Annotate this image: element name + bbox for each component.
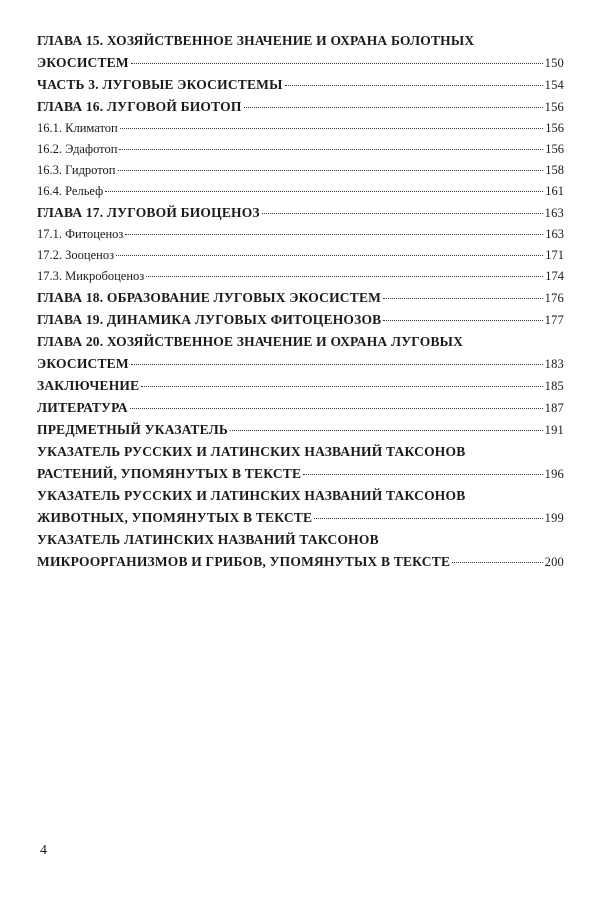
dot-leader bbox=[119, 149, 543, 150]
dot-leader bbox=[130, 408, 543, 409]
dot-leader bbox=[230, 430, 543, 431]
dot-leader bbox=[120, 128, 544, 129]
toc-entry bbox=[37, 529, 564, 573]
dot-leader bbox=[141, 386, 542, 387]
toc-entry-row bbox=[37, 551, 564, 573]
toc-entry-title: ГЛАВА 18. ОБРАЗОВАНИЕ ЛУГОВЫХ ЭКОСИСТЕМ bbox=[37, 290, 382, 305]
toc-entry-page-number: 177 bbox=[544, 313, 564, 327]
toc-entry-page-number: 163 bbox=[545, 227, 564, 241]
dot-leader bbox=[383, 320, 542, 321]
toc-entry-title: ГЛАВА 19. ДИНАМИКА ЛУГОВЫХ ФИТОЦЕНОЗОВ bbox=[37, 312, 382, 327]
toc-entry-row bbox=[37, 245, 564, 266]
toc-entry-title: ЛИТЕРАТУРА bbox=[37, 400, 128, 415]
table-of-contents bbox=[37, 30, 564, 573]
toc-entry-row bbox=[37, 309, 564, 331]
toc-entry-page-number: 156 bbox=[545, 121, 564, 135]
toc-entry bbox=[37, 160, 564, 181]
toc-entry-row bbox=[37, 507, 564, 529]
toc-entry-page-number: 191 bbox=[544, 423, 564, 437]
toc-entry-page-number: 171 bbox=[545, 248, 564, 262]
toc-entry-title: ЭКОСИСТЕМ bbox=[37, 356, 129, 371]
toc-entry bbox=[37, 118, 564, 139]
toc-entry-page-number: 199 bbox=[544, 511, 564, 525]
dot-leader bbox=[125, 234, 543, 235]
toc-entry-row bbox=[37, 118, 564, 139]
toc-entry-title-line: УКАЗАТЕЛЬ ЛАТИНСКИХ НАЗВАНИЙ ТАКСОНОВ bbox=[37, 532, 379, 547]
toc-entry-row bbox=[37, 397, 564, 419]
toc-entry-page-number: 154 bbox=[544, 78, 564, 92]
toc-entry-row bbox=[37, 353, 564, 375]
toc-entry-title: ЭКОСИСТЕМ bbox=[37, 55, 129, 70]
toc-entry bbox=[37, 419, 564, 441]
toc-entry-row bbox=[37, 52, 564, 74]
toc-entry-page-number: 185 bbox=[544, 379, 564, 393]
toc-entry bbox=[37, 331, 564, 375]
dot-leader bbox=[105, 191, 543, 192]
toc-entry-row bbox=[37, 181, 564, 202]
dot-leader bbox=[146, 276, 543, 277]
toc-entry-page-number: 163 bbox=[544, 206, 564, 220]
toc-entry bbox=[37, 224, 564, 245]
toc-entry bbox=[37, 309, 564, 331]
toc-entry-page-number: 156 bbox=[544, 100, 564, 114]
toc-entry-title-line: ГЛАВА 20. ХОЗЯЙСТВЕННОЕ ЗНАЧЕНИЕ И ОХРАНА ЛУГОВЫХ bbox=[37, 334, 464, 349]
toc-entry-page-number: 161 bbox=[545, 184, 564, 198]
dot-leader bbox=[285, 85, 543, 86]
toc-entry-title-line: УКАЗАТЕЛЬ РУССКИХ И ЛАТИНСКИХ НАЗВАНИЙ ТАКСОНОВ bbox=[37, 444, 466, 459]
toc-entry-title: 17.1. Фитоценоз bbox=[37, 227, 124, 241]
dot-leader bbox=[131, 63, 543, 64]
toc-entry bbox=[37, 397, 564, 419]
dot-leader bbox=[118, 170, 544, 171]
toc-entry bbox=[37, 485, 564, 529]
toc-entry-row bbox=[37, 139, 564, 160]
toc-entry bbox=[37, 30, 564, 74]
toc-entry-title: 16.3. Гидротоп bbox=[37, 163, 116, 177]
toc-entry-row bbox=[37, 96, 564, 118]
toc-entry-row bbox=[37, 287, 564, 309]
toc-entry-title: МИКРООРГАНИЗМОВ И ГРИБОВ, УПОМЯНУТЫХ В ТЕКСТЕ bbox=[37, 554, 451, 569]
toc-entry-page-number: 187 bbox=[544, 401, 564, 415]
toc-entry-row bbox=[37, 375, 564, 397]
toc-entry-page-number: 158 bbox=[545, 163, 564, 177]
toc-entry-title: 17.3. Микробоценоз bbox=[37, 269, 145, 283]
toc-entry bbox=[37, 245, 564, 266]
toc-entry bbox=[37, 375, 564, 397]
toc-entry-title: ГЛАВА 17. ЛУГОВОЙ БИОЦЕНОЗ bbox=[37, 205, 260, 220]
dot-leader bbox=[116, 255, 543, 256]
toc-entry-row bbox=[37, 74, 564, 96]
dot-leader bbox=[131, 364, 543, 365]
toc-entry bbox=[37, 74, 564, 96]
dot-leader bbox=[262, 213, 543, 214]
toc-entry-row bbox=[37, 463, 564, 485]
toc-entry bbox=[37, 96, 564, 118]
toc-entry-title-line: УКАЗАТЕЛЬ РУССКИХ И ЛАТИНСКИХ НАЗВАНИЙ ТАКСОНОВ bbox=[37, 488, 466, 503]
toc-entry-title: ЗАКЛЮЧЕНИЕ bbox=[37, 378, 140, 393]
toc-entry-title: ПРЕДМЕТНЫЙ УКАЗАТЕЛЬ bbox=[37, 422, 229, 437]
toc-entry-title: РАСТЕНИЙ, УПОМЯНУТЫХ В ТЕКСТЕ bbox=[37, 466, 302, 481]
dot-leader bbox=[244, 107, 543, 108]
toc-entry-title: 16.4. Рельеф bbox=[37, 184, 104, 198]
toc-entry-title: 17.2. Зооценоз bbox=[37, 248, 115, 262]
toc-entry bbox=[37, 266, 564, 287]
toc-entry-page-number: 176 bbox=[544, 291, 564, 305]
toc-entry bbox=[37, 441, 564, 485]
toc-entry bbox=[37, 202, 564, 224]
toc-entry-page-number: 196 bbox=[544, 467, 564, 481]
toc-entry-row bbox=[37, 266, 564, 287]
toc-entry bbox=[37, 287, 564, 309]
toc-entry-row bbox=[37, 419, 564, 441]
toc-entry-row bbox=[37, 224, 564, 245]
toc-entry-title: ЖИВОТНЫХ, УПОМЯНУТЫХ В ТЕКСТЕ bbox=[37, 510, 313, 525]
dot-leader bbox=[452, 562, 542, 563]
toc-entry-title: 16.2. Эдафотоп bbox=[37, 142, 118, 156]
toc-entry-page-number: 200 bbox=[544, 555, 564, 569]
toc-entry-title: ГЛАВА 16. ЛУГОВОЙ БИОТОП bbox=[37, 99, 242, 114]
toc-entry bbox=[37, 181, 564, 202]
dot-leader bbox=[314, 518, 542, 519]
toc-entry-row bbox=[37, 202, 564, 224]
toc-entry-page-number: 174 bbox=[545, 269, 564, 283]
toc-entry bbox=[37, 139, 564, 160]
toc-entry-title: 16.1. Климатоп bbox=[37, 121, 118, 135]
toc-entry-row bbox=[37, 160, 564, 181]
toc-entry-page-number: 183 bbox=[544, 357, 564, 371]
page-number: 4 bbox=[40, 843, 47, 858]
toc-entry-page-number: 150 bbox=[544, 56, 564, 70]
dot-leader bbox=[303, 474, 542, 475]
toc-entry-title-line: ГЛАВА 15. ХОЗЯЙСТВЕННОЕ ЗНАЧЕНИЕ И ОХРАНА БОЛОТНЫХ bbox=[37, 33, 475, 48]
toc-entry-title: ЧАСТЬ 3. ЛУГОВЫЕ ЭКОСИСТЕМЫ bbox=[37, 77, 283, 92]
toc-entry-page-number: 156 bbox=[545, 142, 564, 156]
dot-leader bbox=[383, 298, 543, 299]
